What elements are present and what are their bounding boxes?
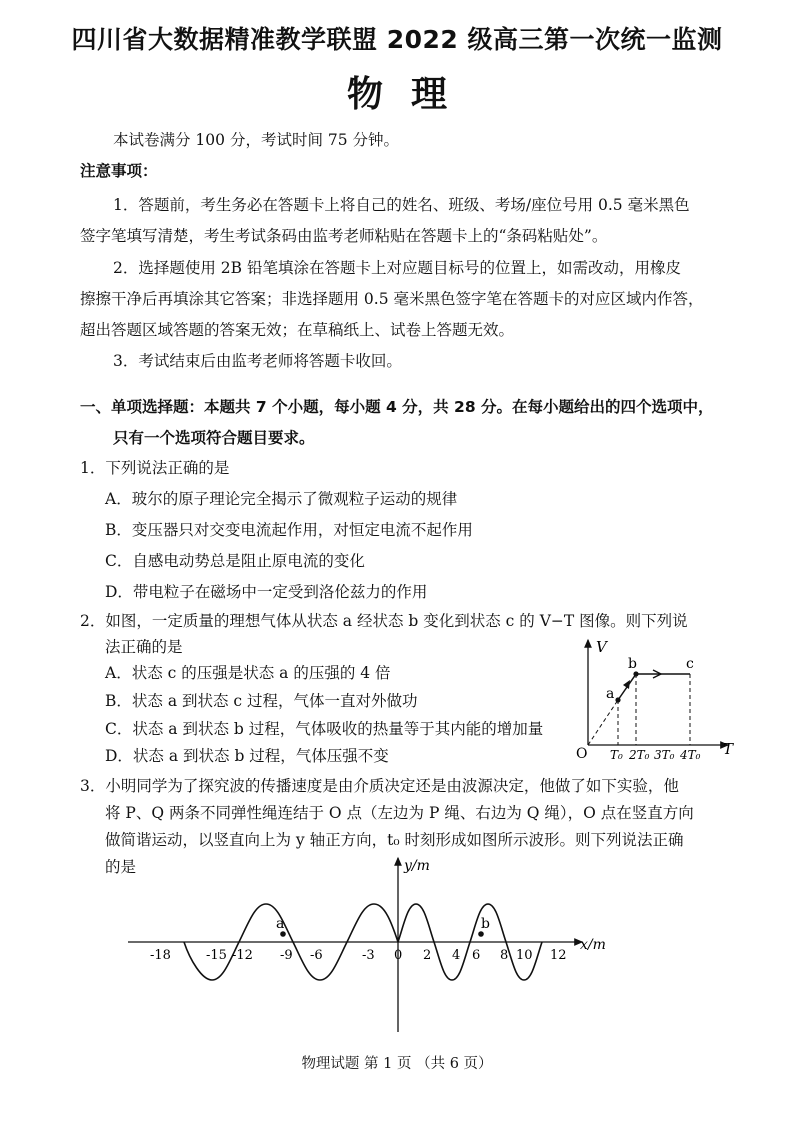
wave-tick-m6: -6 [310, 948, 323, 963]
q3-stem-d: 的是 [105, 858, 137, 876]
wave-y-label: y/m [404, 858, 430, 874]
subject-title: 物理 [346, 74, 475, 115]
notice-heading: 注意事项： [80, 162, 158, 180]
notice-2a: 2．选择题使用 2B 铅笔填涂在答题卡上对应题目标号的位置上，如需改动，用橡皮 [113, 259, 681, 277]
wave-label-a: a [276, 916, 285, 932]
q1-option-b: B．变压器只对交变电流起作用，对恒定电流不起作用 [105, 521, 473, 539]
wave-tick-m18: -18 [150, 948, 171, 963]
q1-stem: 1．下列说法正确的是 [80, 459, 230, 477]
q3-stem-b: 将 P、Q 两条不同弹性绳连结于 O 点（左边为 P 绳、右边为 Q 绳），O 点在竖直方向 [105, 804, 694, 822]
notice-1a: 1．答题前，考生务必在答题卡上将自己的姓名、班级、考场/座位号用 0.5 毫米黑色 [113, 196, 690, 214]
vt-point-a [615, 697, 620, 702]
q1-option-c: C．自感电动势总是阻止原电流的变化 [105, 552, 365, 570]
notice-1b: 签字笔填写清楚，考生考试条码由监考老师粘贴在答题卡上的“条码粘贴处”。 [80, 227, 608, 245]
q3-stem-a: 3．小明同学为了探究波的传播速度是由介质决定还是由波源决定，他做了如下实验，他 [80, 777, 679, 795]
vt-label-c: c [686, 656, 694, 672]
wave-tick-2: 2 [423, 948, 432, 963]
score-time-text: 本试卷满分 100 分，考试时间 75 分钟。 [113, 131, 400, 149]
wave-point-b [478, 931, 484, 937]
section1-heading-a: 一、单项选择题：本题共 7 个小题，每小题 4 分，共 28 分。在每小题给出的四个选项中， [80, 398, 714, 416]
q3-stem-c: 做简谐运动，以竖直向上为 y 轴正方向，t₀ 时刻形成如图所示波形。则下列说法正确 [105, 831, 684, 849]
q2-stem-a: 2．如图，一定质量的理想气体从状态 a 经状态 b 变化到状态 c 的 V−T 图像。则下列说 [80, 612, 688, 630]
wave-point-a [280, 931, 286, 937]
vt-x-label: T [723, 740, 734, 758]
vt-tick-1: T₀ [610, 748, 623, 762]
vt-label-b: b [628, 656, 637, 672]
wave-graph [120, 852, 630, 1037]
wave-x-label: x/m [580, 937, 606, 953]
q2-option-d: D．状态 a 到状态 b 过程，气体压强不变 [105, 747, 389, 765]
notice-2b: 擦擦干净后再填涂其它答案；非选择题用 0.5 毫米黑色签字笔在答题卡的对应区域内作答， [80, 290, 704, 308]
wave-tick-4: 4 [452, 948, 461, 963]
vt-point-b [633, 671, 638, 676]
section1-heading-b: 只有一个选项符合题目要求。 [113, 429, 315, 447]
vt-tick-3: 3T₀ [654, 748, 675, 762]
wave-tick-m3: -3 [362, 948, 375, 963]
vt-tick-4: 4T₀ [680, 748, 701, 762]
q2-option-a: A．状态 c 的压强是状态 a 的压强的 4 倍 [105, 664, 391, 682]
q1-option-a: A．玻尔的原子理论完全揭示了微观粒子运动的规律 [105, 490, 458, 508]
q2-stem-b: 法正确的是 [105, 638, 183, 656]
wave-tick-m12: -12 [232, 948, 253, 963]
page-footer: 物理试题 第 1 页 （共 6 页） [301, 1056, 493, 1072]
vt-graph [570, 632, 740, 767]
notice-2c: 超出答题区域答题的答案无效；在草稿纸上、试卷上答题无效。 [80, 321, 515, 339]
q2-option-c: C．状态 a 到状态 b 过程，气体吸收的热量等于其内能的增加量 [105, 720, 544, 738]
wave-origin: 0 [394, 948, 403, 963]
wave-tick-12: 12 [550, 948, 567, 963]
wave-tick-10: 10 [516, 948, 533, 963]
wave-tick-8: 8 [500, 948, 509, 963]
wave-tick-m15: -15 [206, 948, 227, 963]
wave-tick-m9: -9 [280, 948, 293, 963]
exam-title: 四川省大数据精准教学联盟 2022 级高三第一次统一监测 [71, 25, 723, 54]
q2-option-b: B．状态 a 到状态 c 过程，气体一直对外做功 [105, 692, 418, 710]
vt-origin: O [576, 746, 588, 762]
wave-tick-6: 6 [472, 948, 481, 963]
vt-extension-line [588, 700, 618, 745]
q1-option-d: D．带电粒子在磁场中一定受到洛伦兹力的作用 [105, 583, 428, 601]
notice-3: 3．考试结束后由监考老师将答题卡收回。 [113, 352, 402, 370]
vt-y-label: V [596, 638, 607, 656]
vt-tick-2: 2T₀ [629, 748, 650, 762]
wave-label-b: b [481, 916, 490, 932]
vt-label-a: a [606, 686, 615, 702]
